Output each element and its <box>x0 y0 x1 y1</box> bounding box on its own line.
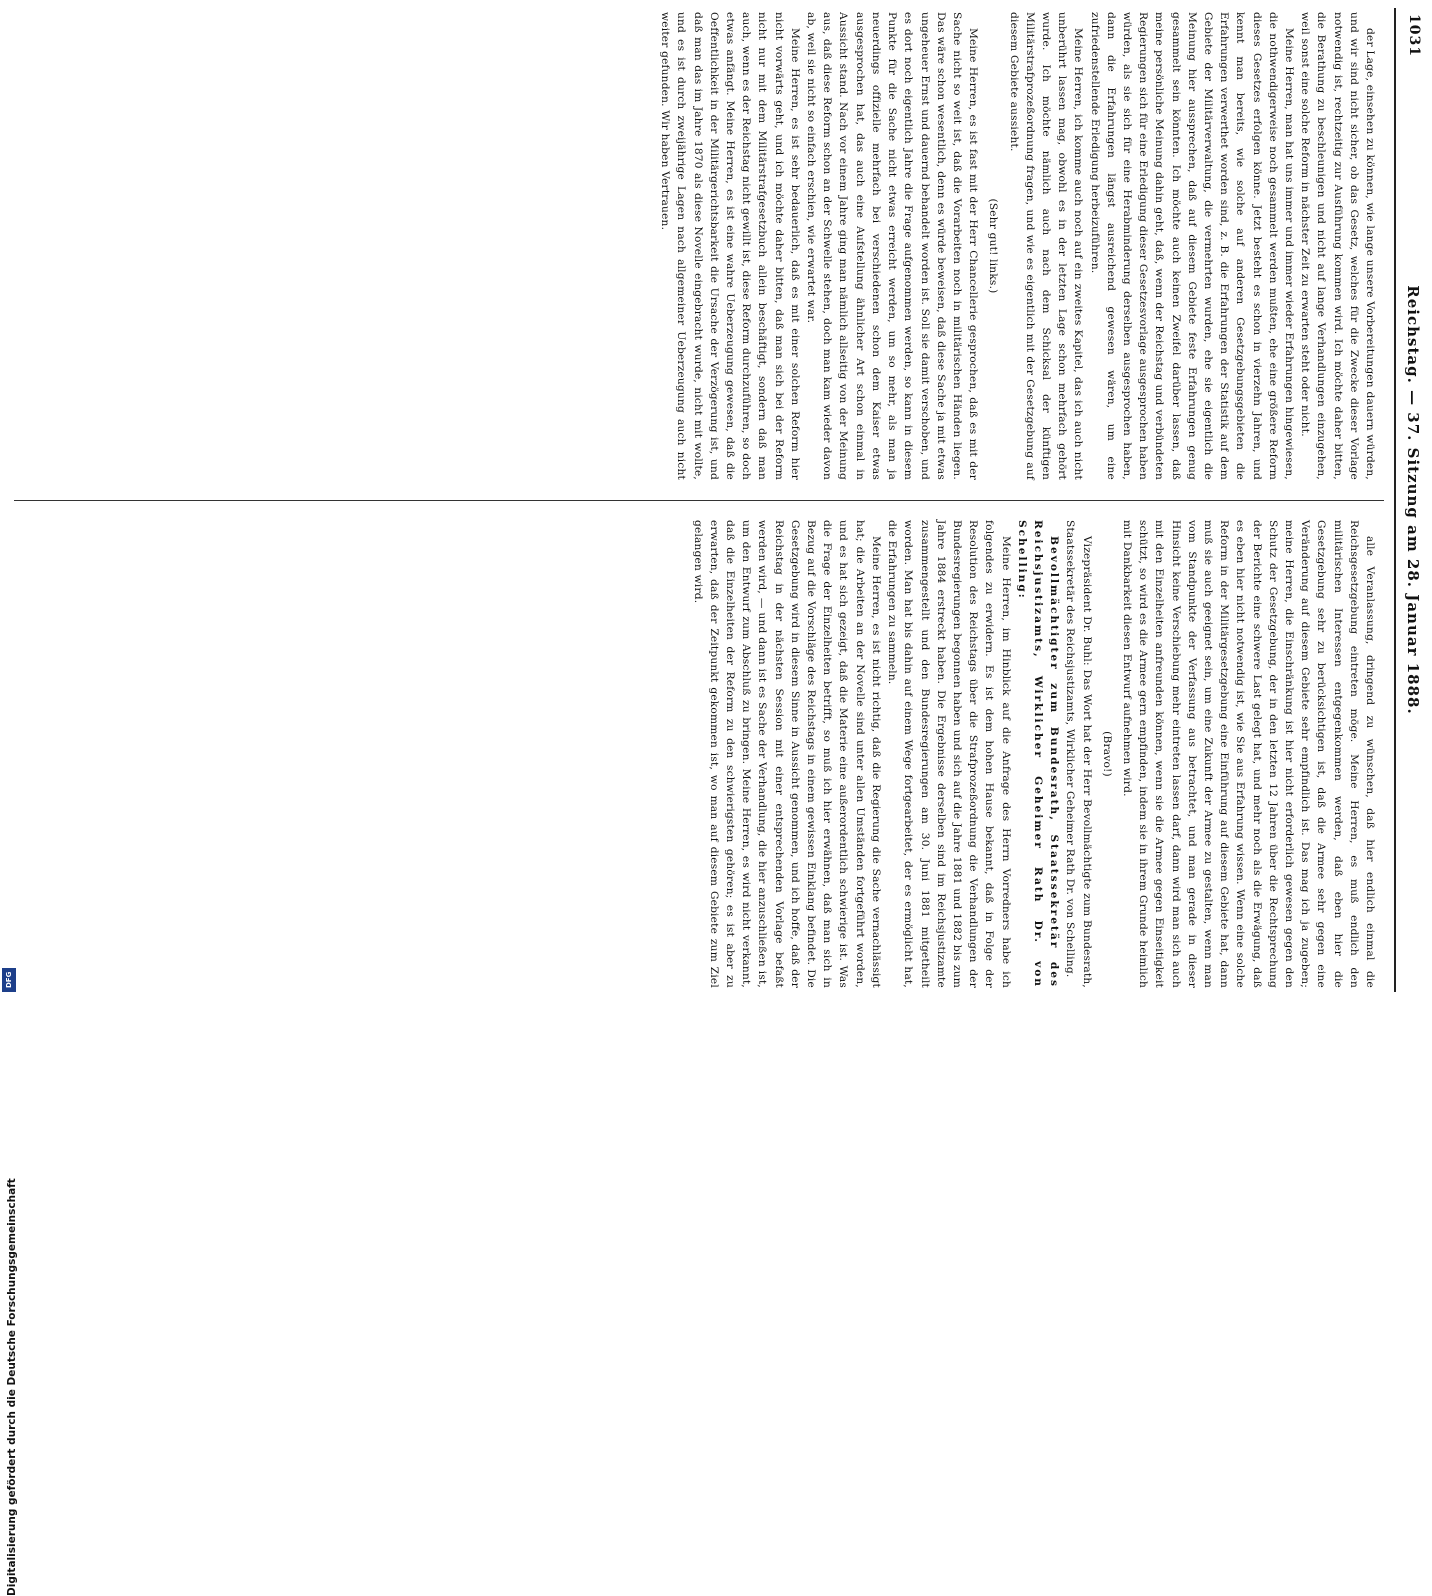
left-paragraph: der Lage, einsehen zu können, wie lange unsere Vorbereitungen dauern würden, und wir sind nicht sicher, ob das Gesetz, welches für die Zwecke dieser Vorlage notwendig ist, rechtzeitig zur Ausführung kommen wird. Ich möchte daher bitten, die Berathung zu beschleunigen und nicht auf lange Verhandlungen einzugehen, weil sonst eine solche Reform in nächster Zeit zu erwarten steht oder nicht. <box>1299 12 1376 480</box>
header-rule <box>1394 8 1396 992</box>
speech-paragraph: Meine Herren, es ist nicht richtig, daß die Regierung die Sache vernachlässigt hat; die Arbeiten an der Novelle sind unter allen Umständen fortgeführt worden, und es hat sich gezeigt, daß die Materie eine außerordentlich schwierige ist. Was die Frage der Einzelheiten betrifft, so muß ich hier erwähnen, daß man sich in Bezug auf die Vorschläge des Reichstags in einem gewissen Einklang befindet. Die Gesetzgebung wird in diesem Sinne in Aussicht genommen, und ich hoffe, daß der Reichstag in der nächsten Session mit einer entsprechenden Vorlage befaßt werden wird, — und dann ist es Sache der Verhandlung, die hier anzuschließen ist, um den Entwurf zum Abschluß zu bringen. Meine Herren, es wird nicht verkannt, daß die Einzelheiten der Reform zu den schwierigsten gehören; es ist aber zu erwarten, daß der Zeitpunkt gekommen ist, wo man auf diesem Gebiete zum Ziel gelangen wird. <box>691 520 882 988</box>
dfg-logo-icon: DFG <box>2 968 16 992</box>
left-column <box>657 12 1378 480</box>
right-column <box>689 520 1378 988</box>
left-paragraph: Meine Herren, ich komme auch noch auf ein zweites Kapitel, das ich auch nicht unberührt lassen mag, obwohl es in der letzten Lage schon mehrfach gehört wurde. Ich möchte nämlich auch nach dem Schicksal der künftigen Militärstrafprozeßordnung fragen, und wie es eigentlich mit der Gesetzgebung auf diesem Gebiete aussieht. <box>1007 12 1085 480</box>
left-paragraph: Meine Herren, es ist sehr bedauerlich, daß es mit einer solchen Reform hier nicht vorwärts geht, und ich möchte daher bitten, daß man sich bei der Reform nicht nur mit dem Militärstrafgesetzbuch allein beschäftigt, sondern daß man auch, wenn es der Reichstag nicht gewillt ist, diese Reform durchzuführen, so doch etwas anfängt. Meine Herren, es ist eine wahre Ueberzeugung gewesen, daß die Oeffentlichkeit in der Militärgerichtsbarkeit die Ursache der Verzögerung ist, und daß man das im Jahre 1870 als diese Novelle eingebracht wurde, nicht mit wollte, und es ist durch zweijährige Lagen nach allgemeiner Ueberzeugung auch nicht weiter gefunden. Wir haben Vertrauen. <box>659 12 801 480</box>
page-header <box>1386 0 1432 1000</box>
running-title: Reichstag. — 37. Sitzung am 28. Januar 1888. <box>1404 285 1422 715</box>
left-paragraph: Meine Herren, man hat uns immer und immer wieder Erfahrungen hingewiesen, die nothwendigerweise noch gesammelt werden mußten, ehe eine größere Reform dieses Gesetzes erfolgen könne. Jetzt besteht es schon in vierzehn Jahren, und kennt man bereits, wie solche auf anderen Gesetzgebungsgebieten die Erfahrungen verwerthet worden sind, z. B. die Erfahrungen der Statistik auf dem Gebiete der Militärverwaltung, die vermehrten wurden, ehe sie eigentlich die Meinung hier aussprechen, daß auf diesem Gebiete feste Erfahrungen genug gesammelt sein könnten. Ich möchte auch keinen Zweifel darüber lassen, daß meine persönliche Meinung dahin geht, daß, wenn der Reichstag und verbündeten Regierungen sich für eine Erledigung dieser Gesetzesvorlage ausgesprochen haben würden, als sie sich für eine Herabminderung derselben ausgesprochen haben, dann die Erfahrungen längst ausreichend gewesen wären, um eine zufriedenstellende Erledigung herbeizuführen. <box>1088 12 1295 480</box>
speaker-introduction: Vizepräsident Dr. Buhl: Das Wort hat der Herr Bevollmächtigte zum Bundesrath, Staatssekretär des Reichsjustizamts, Wirklicher Geheimer Rath Dr. von Schelling. <box>1064 520 1093 988</box>
page-number: 1031 <box>1406 14 1422 57</box>
digitization-credit: Digitalisierung gefördert durch die Deutsche Forschungsgemeinschaft <box>6 1178 18 1596</box>
column-divider <box>14 500 1384 501</box>
speech-paragraph: Meine Herren, im Hinblick auf die Anfrage des Herrn Vorredners habe ich folgendes zu erwidern. Es ist dem hohen Hause bekannt, daß in Folge der Resolution des Reichstags über die Strafprozeßordnung die Verhandlungen der Bundesregierungen begonnen haben und sich auf die Jahre 1881 und 1882 bis zum Jahre 1884 erstreckt haben. Die Ergebnisse derselben sind im Reichsjustizamte zusammengestellt und den Bundesregierungen am 30. Juni 1881 mitgetheilt worden. Man hat bis dahin auf einem Wege fortgearbeitet, der es ermöglicht hat, die Erfahrungen zu sammeln. <box>886 520 1012 988</box>
right-paragraph: alle Veranlassung, dringend zu wünschen, daß hier endlich einmal die Reichsgesetzgebung eintreten möge. Meine Herren, es muß endlich den militärischen Interessen entgegenkommen werden, daß eben hier die Gesetzgebung sehr zu berücksichtigen ist, daß die Armee sehr gegen eine Veränderung auf diesem Gebiete sehr empfindlich ist. Das mag ich ja zugeben; meine Herren, die Einschränkung ist hier nicht erforderlich gewesen gegen den Schutz der Gesetzgebung, der in den letzten 12 Jahren über die Rechtsprechung der Berichte eine schwere Last gelegt hat, und mehr noch als die Erwägung, daß es eben hier nicht notwendig ist, wie Sie aus Erfahrung wissen. Wenn eine solche Reform in der Militärgesetzgebung eine Einführung auf diesem Gebiete hat, dann muß sie auch geeignet sein, um eine Zukunft der Armee zu gestalten, wenn man vom Standpunkte der Verfassung aus betrachtet, und man gerade in dieser Hinsicht keine Verschiebung mehr eintreten lassen darf, dann wird man sich auch mit den Einzelheiten anfreunden können, wenn sie die Armee gegen Einseitigkeit schützt, so wird es die Armee gern empfinden, indem sie in ihrem Grunde heimlich mit Dankbarkeit diesen Entwurf aufnehmen wird. <box>1120 520 1376 988</box>
speaker-name: Bevollmächtigter zum Bundesrath, Staatssekretär des Reichsjustizamts, Wirklicher Geheimer Rath Dr. von Schelling: <box>1015 520 1061 988</box>
applause-note-left: (Sehr gut! links.) <box>987 198 1000 294</box>
applause-note-right: (Bravo!) <box>1100 731 1113 777</box>
left-paragraph: Meine Herren, es ist fast mit der Herr Chancellerie gesprochen, daß es mit der Sache nicht so weit ist, daß die Vorarbeiten noch in militärischen Händen liegen. Das wäre schon wesentlich, denn es würde beweisen, daß diese Sache ja mit etwas ungeheuer Ernst und dauernd behandelt worden ist. Soll sie damit verschoben, und es dort noch eigentlich Jahre die Frage aufgenommen werden, so kann in diesem Punkte für die Sache nicht etwas erreicht werden, um so mehr, als man ja neuerdings offizielle mehrfach bei verschiedenen schon dem Kaiser etwas ausgesprochen hat, das auch eine Aufstellung ähnlicher Art schon einmal in Aussicht stand. Nach vor einem Jahre ging man nämlich allseitig von der Meinung aus, daß diese Reform schon an der Schwelle stehen, doch man kam wieder davon ab, weil sie nicht so einfach erschien, wie erwartet war. <box>805 12 980 480</box>
